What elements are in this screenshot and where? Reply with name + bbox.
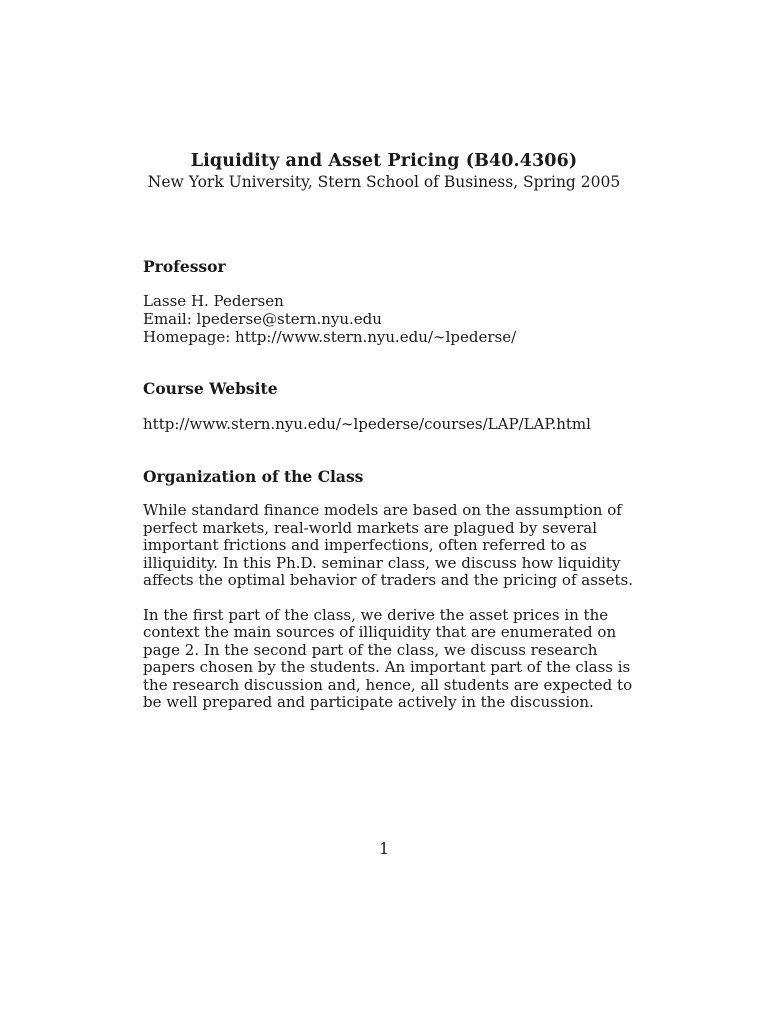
course-website-section: [143, 379, 643, 433]
document-subtitle: New York University, Stern School of Business, Spring 2005: [147, 173, 621, 191]
professor-name: Lasse H. Pedersen: [143, 292, 284, 310]
organization-heading: Organization of the Class: [143, 467, 364, 486]
organization-paragraph-2: In the first part of the class, we derive the asset prices in the context the main sources of illiquidity that are enumerated on page 2. In the second part of the class, we discuss research papers chosen by the students. An important part of the class is the research discussion and, hence, all students are expected to be well prepared and participate actively in the discussion.: [143, 605, 633, 711]
organization-section: [143, 467, 643, 712]
course-website-url: http://www.stern.nyu.edu/∼lpederse/courses/LAP/LAP.html: [143, 415, 591, 433]
title-block: [0, 150, 768, 192]
organization-paragraph-1: While standard finance models are based on the assumption of perfect markets, real-world markets are plagued by several important frictions and imperfections, often referred to as illiquidity. In this Ph.D. seminar class, we discuss how liquidity affects the optimal behavior of traders and the pricing of assets.: [143, 501, 633, 589]
professor-email: Email: lpederse@stern.nyu.edu: [143, 310, 382, 328]
course-website-heading: Course Website: [143, 379, 278, 398]
professor-homepage: Homepage: http://www.stern.nyu.edu/∼lpederse/: [143, 328, 517, 346]
document-title: Liquidity and Asset Pricing (B40.4306): [190, 151, 578, 171]
professor-section: [143, 257, 643, 346]
page-number: 1: [379, 840, 389, 858]
professor-heading: Professor: [143, 257, 226, 276]
